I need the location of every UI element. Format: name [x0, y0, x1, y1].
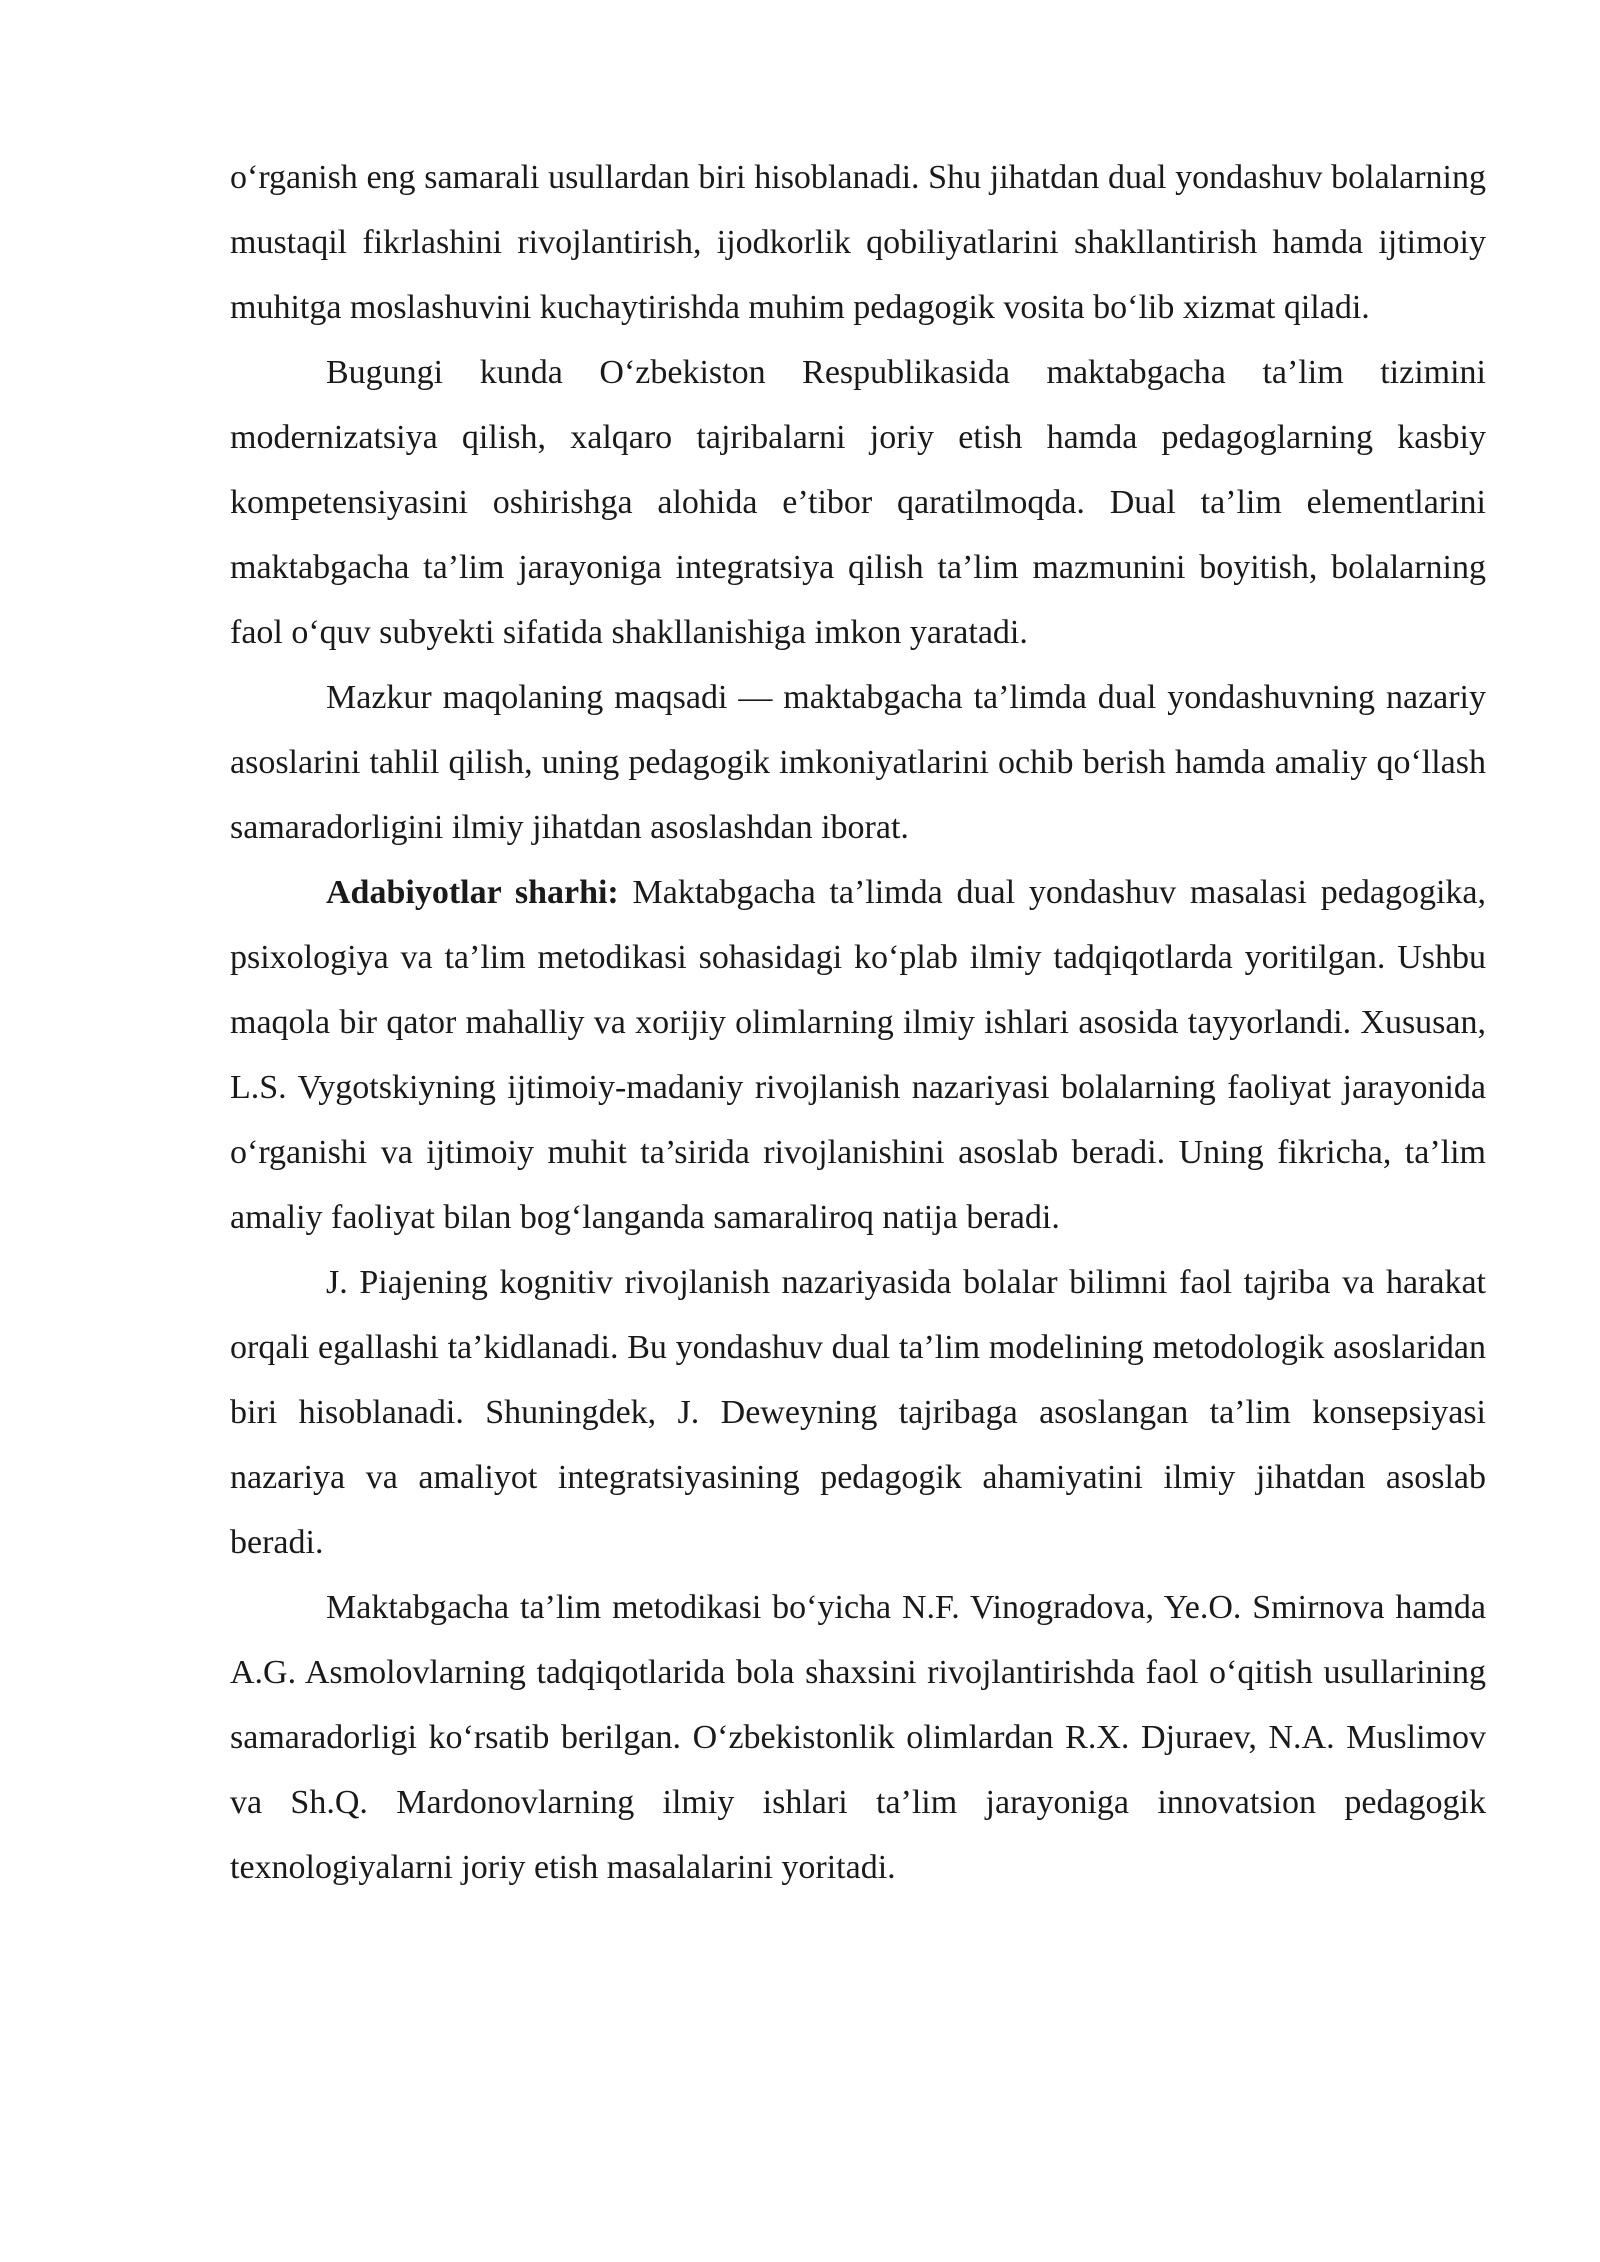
paragraph-piaget [230, 1250, 1486, 1575]
section-heading: Adabiyotlar sharhi: [326, 874, 619, 911]
paragraph-literature-review [230, 860, 1486, 1250]
paragraph-aim [230, 665, 1486, 860]
paragraph-continuation [230, 145, 1486, 340]
document-page [230, 145, 1486, 1900]
paragraph-text: J. Piajening kognitiv rivojlanish nazariyasida bolalar bilimni faol tajriba va harakat orqali egallashi ta’kidlanadi. Bu yondashuv dual ta’lim modelining metodologik asoslaridan biri hisoblanadi. Shuningdek, J. Deweyning tajribaga asoslangan ta’lim konsepsiyasi nazariya va amaliyot integratsiyasining pedagogik ahamiyatini ilmiy jihatdan asoslab beradi. [230, 1264, 1486, 1561]
paragraph-methodology [230, 1575, 1486, 1900]
paragraph-text: Bugungi kunda O‘zbekiston Respublikasida maktabgacha ta’lim tizimini modernizatsiya qilish, xalqaro tajribalarni joriy etish hamda pedagoglarning kasbiy kompetensiyasini oshirishga alohida e’tibor qaratilmoqda. Dual ta’lim elementlarini maktabgacha ta’lim jarayoniga integratsiya qilish ta’lim mazmunini boyitish, bolalarning faol o‘quv subyekti sifatida shakllanishiga imkon yaratadi. [230, 354, 1486, 651]
paragraph-text: Maktabgacha ta’lim metodikasi bo‘yicha N.F. Vinogradova, Ye.O. Smirnova hamda A.G. Asmolovlarning tadqiqotlarida bola shaxsini rivojlantirishda faol o‘qitish usullarining samaradorligi ko‘rsatib berilgan. O‘zbekistonlik olimlardan R.X. Djuraev, N.A. Muslimov va Sh.Q. Mardonovlarning ilmiy ishlari ta’lim jarayoniga innovatsion pedagogik texnologiyalarni joriy etish masalalarini yoritadi. [230, 1589, 1486, 1886]
paragraph-text: Mazkur maqolaning maqsadi — maktabgacha ta’limda dual yondashuvning nazariy asoslarini tahlil qilish, uning pedagogik imkoniyatlarini ochib berish hamda amaliy qo‘llash samaradorligini ilmiy jihatdan asoslashdan iborat. [230, 679, 1486, 846]
paragraph-text: o‘rganish eng samarali usullardan biri hisoblanadi. Shu jihatdan dual yondashuv bolalarning mustaqil fikrlashini rivojlantirish, ijodkorlik qobiliyatlarini shakllantirish hamda ijtimoiy muhitga moslashuvini kuchaytirishda muhim pedagogik vosita bo‘lib xizmat qiladi. [230, 159, 1486, 326]
paragraph-text: Maktabgacha ta’limda dual yondashuv masalasi pedagogika, psixologiya va ta’lim metodikasi sohasidagi ko‘plab ilmiy tadqiqotlarda yoritilgan. Ushbu maqola bir qator mahalliy va xorijiy olimlarning ilmiy ishlari asosida tayyorlandi. Xususan, L.S. Vygotskiyning ijtimoiy-madaniy rivojlanish nazariyasi bolalarning faoliyat jarayonida o‘rganishi va ijtimoiy muhit ta’sirida rivojlanishini asoslab beradi. Uning fikricha, ta’lim amaliy faoliyat bilan bog‘langanda samaraliroq natija beradi. [230, 874, 1486, 1236]
paragraph-context [230, 340, 1486, 665]
